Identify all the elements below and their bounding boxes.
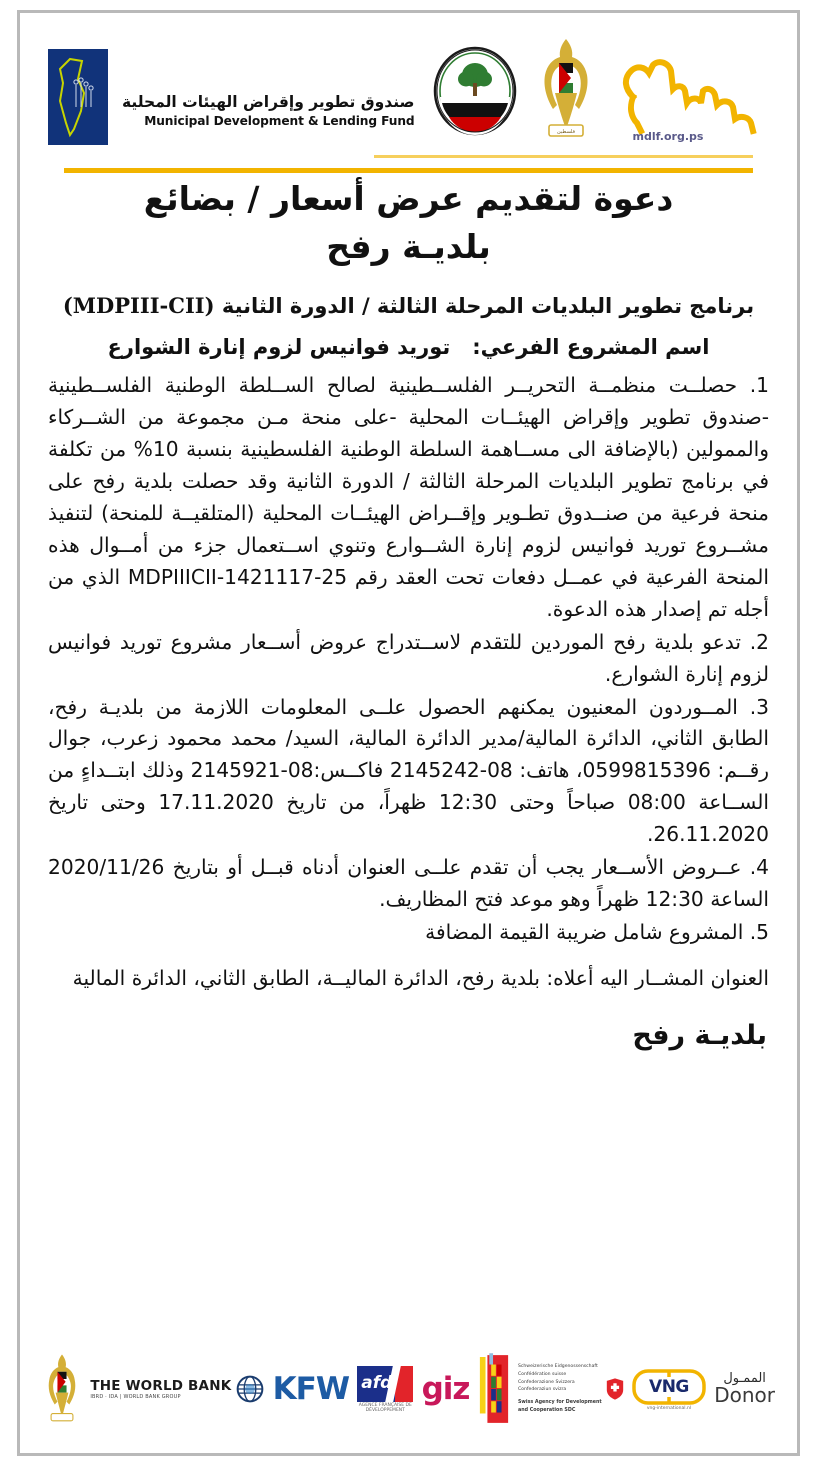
- clause-5: 5. المشروع شامل ضريبة القيمة المضافة: [425, 919, 769, 944]
- palestine-eagle-emblem: [533, 35, 599, 143]
- footer-vng-logo: [632, 1368, 706, 1411]
- subproject-line: [48, 333, 769, 362]
- page-title-line1: دعوة لتقديم عرض أسعار / بضائع: [143, 179, 674, 218]
- footer-world-bank-logo: [90, 1375, 264, 1403]
- world-bank-globe-icon: [236, 1375, 264, 1403]
- mdlf-green-emblem: [429, 45, 521, 137]
- footer-belgium-flag-logo: [478, 1351, 510, 1427]
- footer-swiss-sdc-logo: [518, 1363, 624, 1414]
- world-bank-sublabel: IBRD · IDA | WORLD BANK GROUP: [90, 1394, 181, 1400]
- swiss-line-4: Confederaziun svizra: [517, 1387, 567, 1393]
- giz-label: giz: [421, 1371, 470, 1407]
- mdlf-yellow-map-logo: [611, 45, 761, 141]
- clause-4: 4. عــروض الأســعار يجب أن تقدم علــى العنوان أدناه قبــل أو بتاريخ 2020/11/26 الساعة 12:30 ظهراً وهو موعد فتح المظاريف.: [48, 855, 769, 911]
- vng-label: VNG: [645, 1377, 693, 1397]
- mdlf-name-english: Municipal Development & Lending Fund: [144, 113, 415, 128]
- palestine-map-blue-logo: [48, 49, 108, 145]
- header-divider-thin: [374, 155, 753, 158]
- mdlf-wordmark: [112, 93, 429, 145]
- mdlf-name-arabic: صندوق تطوير وإقراض الهيئات المحلية: [122, 93, 415, 112]
- svg-text:فلسطين: فلسطين: [556, 129, 575, 135]
- clauses-body: [48, 370, 769, 948]
- footer-palestine-eagle-emblem: [42, 1351, 82, 1427]
- donor-logos-footer: [42, 1343, 775, 1435]
- donor-label: [714, 1372, 775, 1407]
- program-name: برنامج تطوير البلديات المرحلة الثالثة / الدورة الثانية: [221, 293, 755, 318]
- swiss-sub-2: and Cooperation SDC: [517, 1407, 576, 1413]
- subproject-label: اسم المشروع الفرعي:: [472, 335, 710, 360]
- donor-label-english: Donor: [714, 1383, 775, 1408]
- donor-label-arabic: الممـول: [723, 1370, 766, 1386]
- swiss-sub-1: Swiss Agency for Development: [517, 1399, 602, 1405]
- afd-sublabel: AGENCE FRANÇAISE DE DÉVELOPPEMENT: [358, 1402, 412, 1413]
- afd-label: afd: [361, 1372, 393, 1393]
- world-bank-label: THE WORLD BANK: [90, 1378, 232, 1394]
- header-divider: [64, 168, 753, 173]
- swiss-line-3: Confederazione Svizzera: [517, 1379, 575, 1385]
- clause-3: 3. المــوردون المعنيون يمكنهم الحصول علــى المعلومات اللازمة من بلديـة رفح، الطابق الثاني، الدائرة المالية/مدير الدائرة المالية، السيد/ محمد محمود زعرب، جوال رقــم: 0599815396، هاتف: 08-2145242 فاكــس:08-2145921 وذلك ابتــداءٍ من الســاعة 08:00 صباحاً وحتى 12:30 ظهراً، من تاريخ 17.11.2020 وحتى تاريخ 26.11.2020.: [48, 694, 770, 847]
- page-sheet: [17, 10, 800, 1456]
- swiss-cross-icon: [606, 1378, 624, 1400]
- subproject-name: توريد فوانيس لزوم إنارة الشوارع: [107, 335, 451, 360]
- program-code: (MDPIII-CII): [62, 292, 215, 318]
- mdlf-website-url: mdlf.org.ps: [632, 130, 704, 143]
- address-note: العنوان المشــار اليه أعلاه: بلدية رفح، الدائرة الماليــة، الطابق الثاني، الدائرة المالية: [72, 965, 769, 990]
- afd-mark: [357, 1366, 413, 1402]
- footer-afd-logo: [357, 1366, 413, 1413]
- footer-kfw-logo: [273, 1371, 349, 1407]
- vng-sublabel: vng-international.nl: [646, 1405, 692, 1411]
- swiss-line-2: Confédération suisse: [517, 1372, 567, 1378]
- page-title: [72, 175, 745, 271]
- vng-mark: [632, 1368, 706, 1406]
- clause-1: 1. حصلــت منظمــة التحريــر الفلســطينية لصالح الســلطة الوطنية الفلســطينية -صندوق تطوير وإقراض الهيئــات المحلية -على منحة مـن مجموعة من الشــركاء والممولين (بالإضافة الى مســاهمة السلطة الوطنية الفلسطينية بنسبة 10% من تكلفة في برنامج تطوير البلديات المرحلة الثالثة / الدورة الثانية وقد حصلت بلدية رفح على منحة فرعية من صنــدوق تطـوير وإقــراض الهيئــات المحلية (المتلقيــة للمنحة) لتنفيذ مشــروع توريد فوانيس لزوم إنارة الشــوارع وتنوي اســتعمال جزء من أمــوال هذه المنحة الفرعية في عمــل دفعات تحت العقد رقم 25-MDPIIICII-1421117 الذي من أجله تم إصدار هذه الدعوة.: [48, 373, 770, 621]
- document-header: [42, 27, 775, 153]
- program-subtitle: [48, 291, 769, 321]
- page-title-line2: بلديـة رفح: [326, 226, 491, 266]
- kfw-label: KFW: [272, 1371, 350, 1407]
- clause-2: 2. تدعو بلدية رفح الموردين للتقدم لاســتدراج عروض أســعار مشروع توريد فوانيس لزوم إنارة الشوارع.: [48, 629, 769, 686]
- swiss-line-1: Schweizerische Eidgenossenschaft: [517, 1364, 598, 1370]
- footer-giz-logo: [422, 1371, 470, 1407]
- signature-line: بلديـة رفح: [632, 1020, 767, 1052]
